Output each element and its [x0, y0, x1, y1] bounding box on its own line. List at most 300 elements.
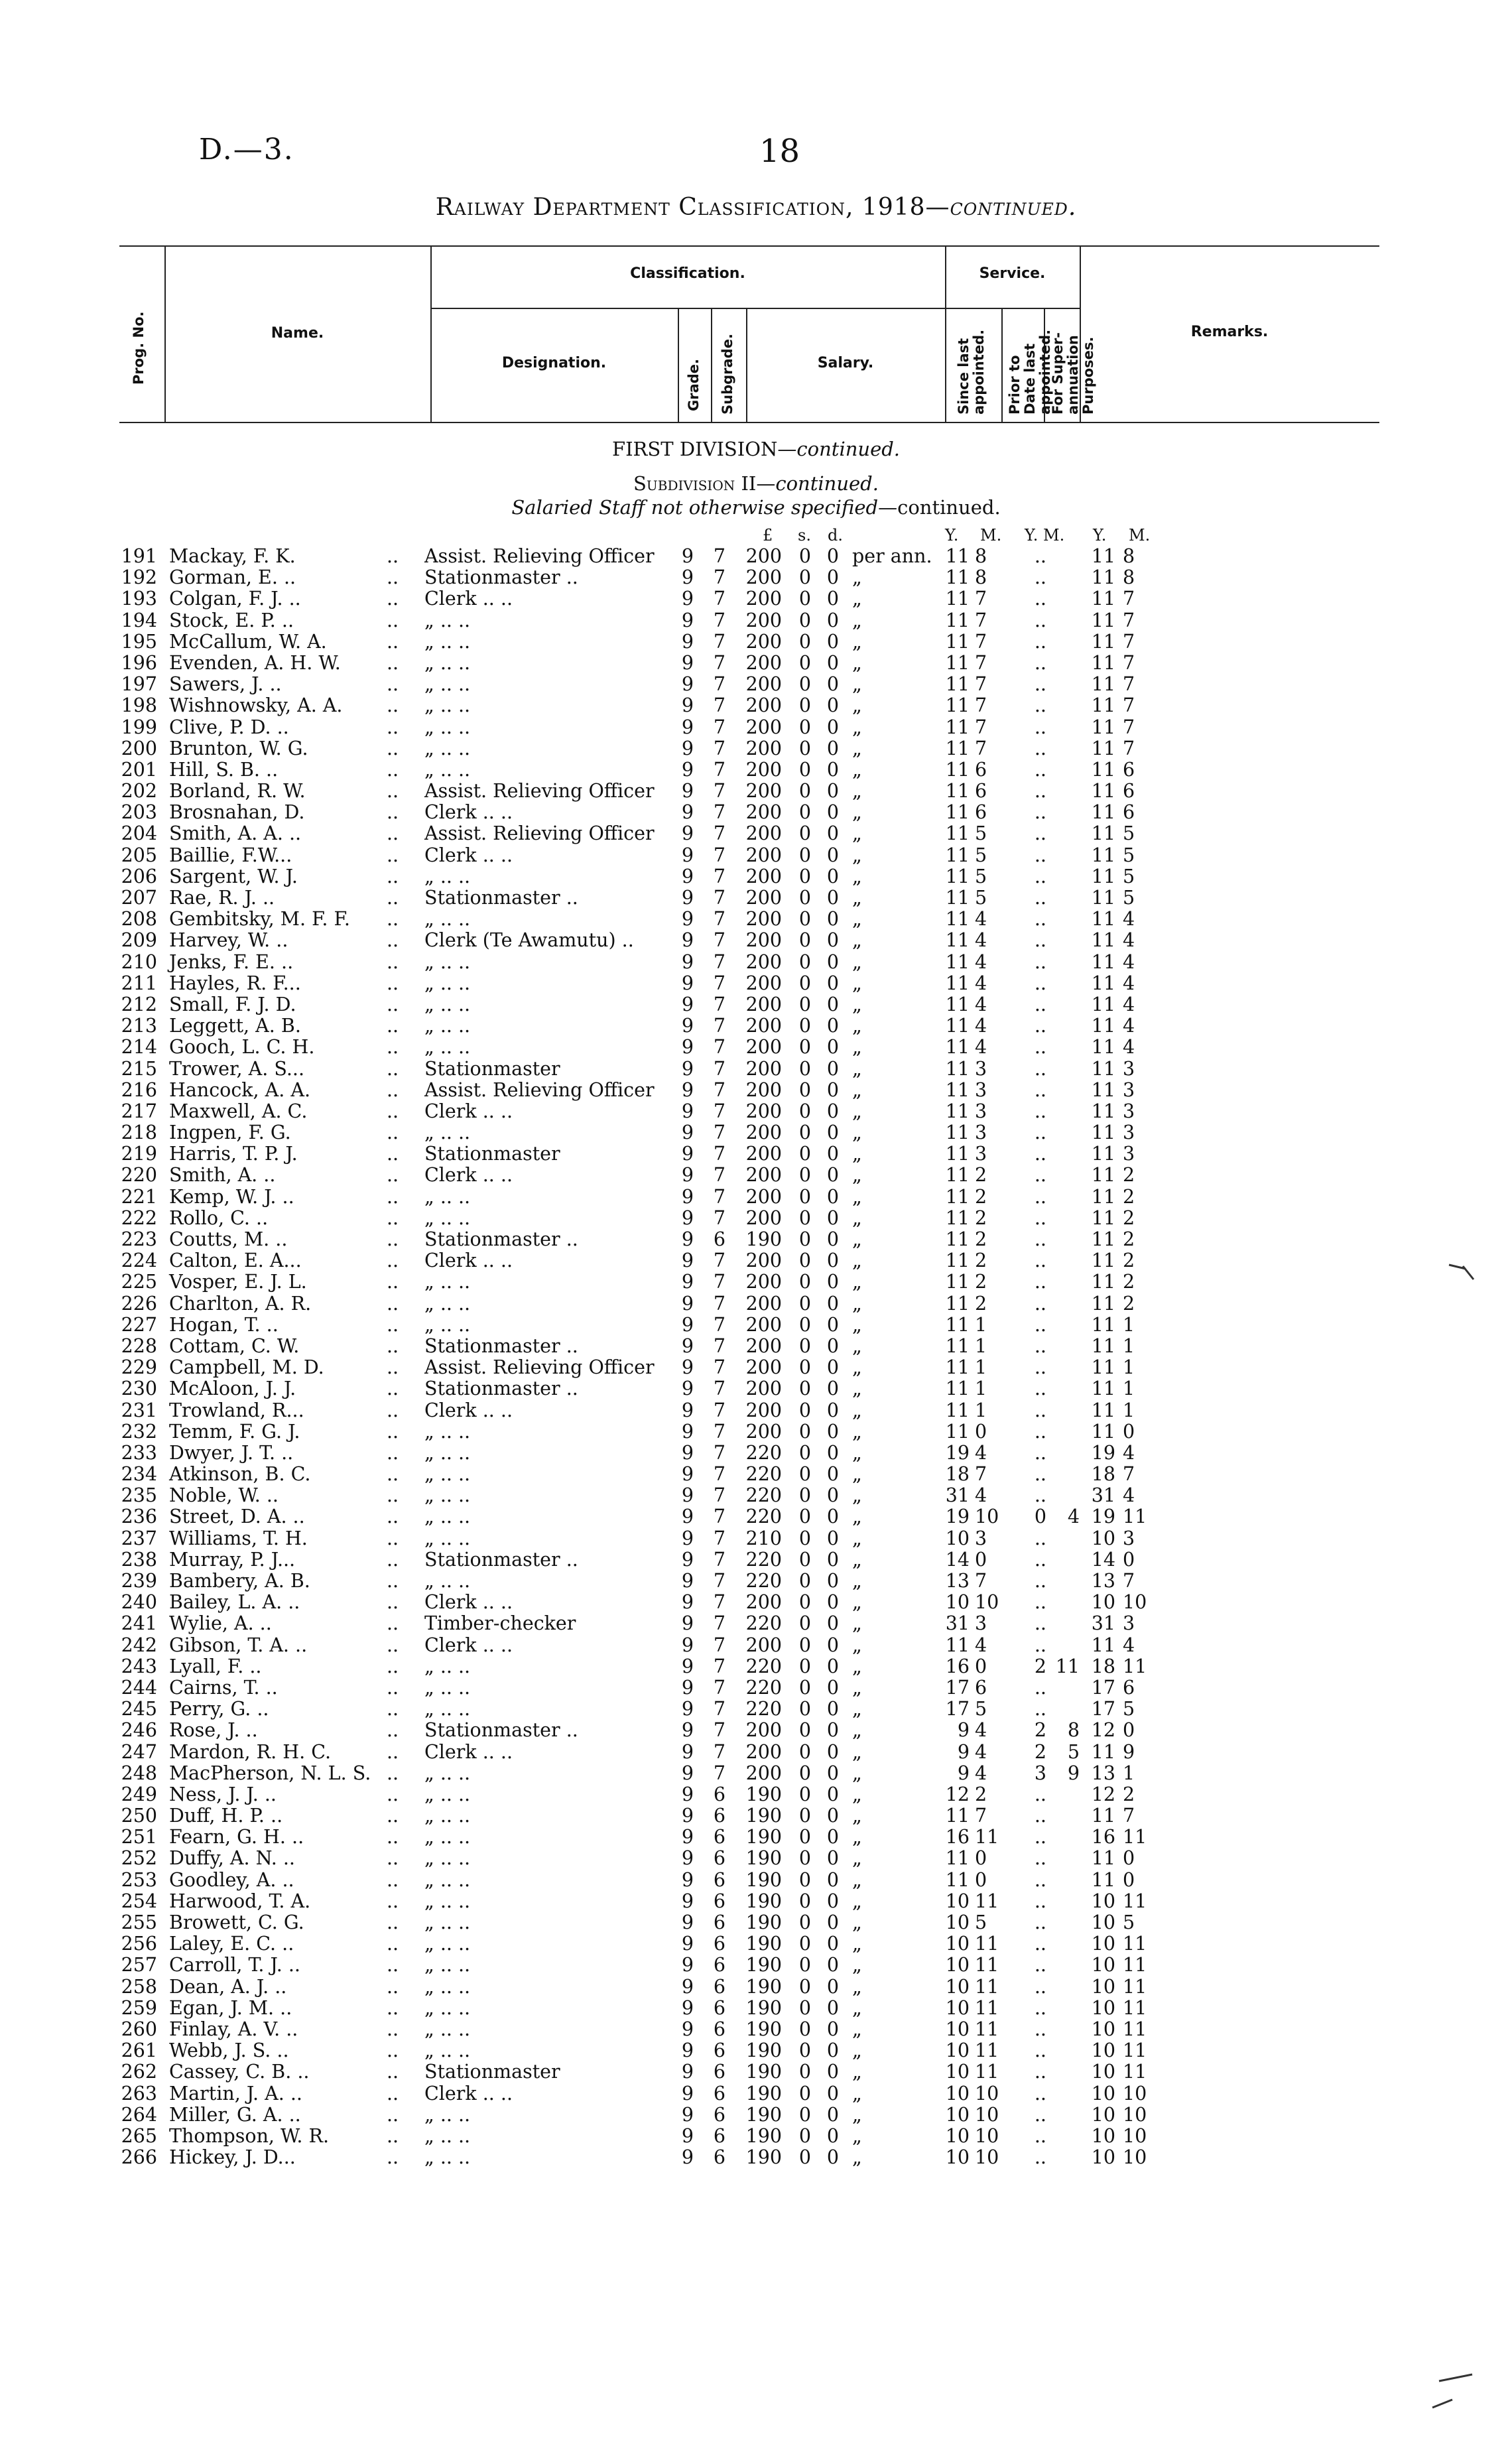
cell-designation: „ .. ..: [424, 1805, 471, 1827]
cell-salary-shillings: 0: [798, 865, 811, 887]
cell-super-years: 10: [1091, 2061, 1115, 2083]
divider-grade: [711, 308, 712, 422]
cell-since-months: 6: [975, 758, 987, 781]
cell-prog-no: 223: [121, 1228, 157, 1250]
cell-since-months: 7: [975, 651, 987, 674]
cell-leader-dots: ..: [387, 1954, 399, 1976]
cell-since-months: 10: [975, 2146, 999, 2169]
table-row: [0, 1357, 1512, 1378]
cell-since-months: 4: [975, 1634, 987, 1656]
cell-since-months: 10: [975, 1591, 999, 1614]
cell-salary-pounds: 200: [745, 1271, 782, 1293]
cell-prog-no: 254: [121, 1890, 157, 1912]
cell-salary-period: „: [852, 1676, 862, 1699]
cell-designation: „ .. ..: [424, 1783, 471, 1805]
cell-salary-pounds: 220: [745, 1570, 782, 1592]
cell-name: Colgan, F. J. ..: [169, 588, 301, 610]
cell-subgrade: 7: [713, 1591, 726, 1614]
cell-salary-pounds: 190: [745, 1890, 782, 1912]
table-row: [0, 1571, 1512, 1592]
cell-since-years: 11: [945, 801, 970, 824]
table-row: [0, 1613, 1512, 1634]
cell-prog-no: 224: [121, 1250, 157, 1272]
cell-super-years: 11: [1091, 972, 1115, 994]
cell-super-months: 3: [1123, 1612, 1135, 1635]
cell-salary-pounds: 200: [745, 1100, 782, 1122]
cell-since-months: 3: [975, 1527, 987, 1549]
cell-leader-dots: ..: [387, 2061, 399, 2083]
cell-name: MacPherson, N. L. S.: [169, 1762, 371, 1784]
cell-salary-pounds: 200: [745, 1378, 782, 1400]
cell-super-years: 19: [1091, 1441, 1115, 1464]
cell-since-months: 3: [975, 1078, 987, 1101]
cell-prior-years: ..: [1034, 2039, 1046, 2062]
cell-salary-period: „: [852, 673, 862, 696]
cell-salary-period: „: [852, 1015, 862, 1037]
cell-leader-dots: ..: [387, 1313, 399, 1336]
cell-since-years: 11: [945, 1313, 970, 1336]
cell-super-months: 6: [1123, 801, 1135, 824]
cell-salary-period: „: [852, 1719, 862, 1742]
cell-name: Harris, T. P. J.: [169, 1143, 298, 1165]
cell-salary-period: „: [852, 609, 862, 631]
cell-designation: „ .. ..: [424, 1506, 471, 1528]
staff-heading: [0, 496, 1512, 519]
cell-since-years: 11: [945, 588, 970, 610]
cell-since-months: 11: [975, 1933, 999, 1955]
cell-salary-period: „: [852, 1399, 862, 1421]
cell-designation: „ .. ..: [424, 1570, 471, 1592]
cell-name: Thompson, W. R.: [169, 2124, 329, 2147]
cell-designation: Assist. Relieving Officer: [424, 1078, 655, 1101]
cell-super-months: 4: [1123, 1036, 1135, 1059]
cell-prior-years: ..: [1034, 1826, 1046, 1848]
cell-prior-years: ..: [1034, 1122, 1046, 1144]
cell-prog-no: 205: [121, 844, 157, 866]
cell-prog-no: 200: [121, 737, 157, 759]
table-row: [0, 1506, 1512, 1527]
cell-name: Mardon, R. H. C.: [169, 1740, 332, 1763]
cell-since-months: 7: [975, 1570, 987, 1592]
cell-prog-no: 197: [121, 673, 157, 696]
cell-super-years: 19: [1091, 1506, 1115, 1528]
cell-prog-no: 207: [121, 887, 157, 909]
cell-salary-period: „: [852, 1591, 862, 1614]
table-row: [0, 781, 1512, 802]
stray-mark-1: [1446, 1257, 1479, 1283]
cell-since-years: 11: [945, 1057, 970, 1080]
cell-salary-period: „: [852, 908, 862, 931]
cell-name: Sargent, W. J.: [169, 865, 298, 887]
cell-salary-shillings: 0: [798, 1975, 811, 1998]
cell-leader-dots: ..: [387, 1271, 399, 1293]
cell-since-years: 10: [945, 1890, 970, 1912]
cell-subgrade: 7: [713, 1378, 726, 1400]
cell-super-years: 11: [1091, 566, 1115, 589]
cell-subgrade: 6: [713, 1975, 726, 1998]
cell-grade: 9: [681, 1057, 694, 1080]
cell-super-months: 3: [1123, 1527, 1135, 1549]
cell-prog-no: 201: [121, 758, 157, 781]
cell-since-months: 0: [975, 1548, 987, 1571]
cell-subgrade: 7: [713, 630, 726, 653]
table-row: [0, 1656, 1512, 1677]
cell-prog-no: 249: [121, 1783, 157, 1805]
cell-since-years: 31: [945, 1484, 970, 1507]
cell-super-years: 11: [1091, 950, 1115, 973]
cell-grade: 9: [681, 993, 694, 1015]
division-heading: [0, 438, 1512, 460]
cell-designation: Stationmaster ..: [424, 1228, 578, 1250]
cell-salary-pounds: 190: [745, 2061, 782, 2083]
cell-prior-years: ..: [1034, 1378, 1046, 1400]
cell-since-years: 13: [945, 1570, 970, 1592]
cell-salary-pounds: 200: [745, 694, 782, 717]
cell-super-months: 11: [1123, 1996, 1147, 2019]
cell-grade: 9: [681, 972, 694, 994]
cell-since-months: 11: [975, 1954, 999, 1976]
cell-salary-shillings: 0: [798, 1420, 811, 1443]
cell-super-years: 11: [1091, 1164, 1115, 1187]
cell-since-months: 4: [975, 908, 987, 931]
cell-grade: 9: [681, 1996, 694, 2019]
cell-super-months: 4: [1123, 908, 1135, 931]
cell-grade: 9: [681, 1100, 694, 1122]
cell-since-years: 10: [945, 2061, 970, 2083]
cell-salary-pence: 0: [826, 1164, 839, 1187]
cell-leader-dots: ..: [387, 1399, 399, 1421]
cell-grade: 9: [681, 1506, 694, 1528]
header-name: Name.: [271, 325, 324, 342]
cell-prior-months: 8: [1067, 1719, 1080, 1742]
cell-salary-period: „: [852, 1164, 862, 1187]
cell-salary-period: „: [852, 630, 862, 653]
cell-prog-no: 193: [121, 588, 157, 610]
cell-subgrade: 6: [713, 1954, 726, 1976]
cell-super-months: 11: [1123, 1826, 1147, 1848]
cell-prior-years: 2: [1034, 1719, 1046, 1742]
cell-salary-pounds: 200: [745, 1313, 782, 1336]
table-row: [0, 1229, 1512, 1250]
cell-salary-period: „: [852, 588, 862, 610]
cell-subgrade: 7: [713, 1484, 726, 1507]
cell-subgrade: 7: [713, 1036, 726, 1059]
table-row: [0, 1464, 1512, 1485]
cell-salary-period: „: [852, 993, 862, 1015]
cell-subgrade: 6: [713, 2103, 726, 2126]
cell-name: Murray, P. J...: [169, 1548, 296, 1571]
table-row: [0, 1101, 1512, 1122]
cell-salary-pence: 0: [826, 865, 839, 887]
cell-designation: „ .. ..: [424, 1036, 471, 1059]
cell-since-years: 31: [945, 1612, 970, 1635]
cell-super-years: 11: [1091, 673, 1115, 696]
cell-salary-shillings: 0: [798, 716, 811, 738]
cell-leader-dots: ..: [387, 1420, 399, 1443]
cell-salary-pence: 0: [826, 1015, 839, 1037]
cell-leader-dots: ..: [387, 1591, 399, 1614]
cell-super-years: 11: [1091, 1143, 1115, 1165]
cell-super-years: 11: [1091, 694, 1115, 717]
cell-grade: 9: [681, 2124, 694, 2147]
cell-subgrade: 7: [713, 545, 726, 567]
cell-super-years: 10: [1091, 1975, 1115, 1998]
cell-grade: 9: [681, 2061, 694, 2083]
cell-grade: 9: [681, 1078, 694, 1101]
cell-leader-dots: ..: [387, 651, 399, 674]
cell-prior-years: ..: [1034, 716, 1046, 738]
cell-prior-years: ..: [1034, 1292, 1046, 1315]
cell-prior-years: ..: [1034, 694, 1046, 717]
cell-leader-dots: ..: [387, 1868, 399, 1891]
cell-prior-years: ..: [1034, 2061, 1046, 2083]
table-row: [0, 930, 1512, 951]
cell-salary-pence: 0: [826, 1122, 839, 1144]
table-row: [0, 1165, 1512, 1186]
table-row: [0, 1037, 1512, 1058]
cell-prior-years: ..: [1034, 1271, 1046, 1293]
cell-since-months: 7: [975, 737, 987, 759]
table-row: [0, 1827, 1512, 1848]
cell-since-years: 10: [945, 2103, 970, 2126]
table-row: [0, 1443, 1512, 1464]
cell-salary-pence: 0: [826, 929, 839, 952]
table-row: [0, 2083, 1512, 2104]
cell-since-months: 2: [975, 1250, 987, 1272]
cell-prog-no: 196: [121, 651, 157, 674]
cell-grade: 9: [681, 1783, 694, 1805]
cell-salary-shillings: 0: [798, 1996, 811, 2019]
cell-prior-years: ..: [1034, 630, 1046, 653]
cell-since-years: 11: [945, 1271, 970, 1293]
cell-subgrade: 7: [713, 566, 726, 589]
cell-salary-shillings: 0: [798, 1143, 811, 1165]
cell-prior-years: ..: [1034, 609, 1046, 631]
cell-salary-pence: 0: [826, 716, 839, 738]
cell-grade: 9: [681, 1933, 694, 1955]
cell-prog-no: 252: [121, 1847, 157, 1870]
cell-super-years: 11: [1091, 908, 1115, 931]
cell-prior-years: ..: [1034, 1868, 1046, 1891]
cell-super-months: 3: [1123, 1078, 1135, 1101]
cell-prior-years: ..: [1034, 1527, 1046, 1549]
cell-super-years: 10: [1091, 1933, 1115, 1955]
cell-designation: „ .. ..: [424, 1890, 471, 1912]
cell-salary-shillings: 0: [798, 1826, 811, 1848]
cell-grade: 9: [681, 716, 694, 738]
cell-salary-pounds: 190: [745, 2103, 782, 2126]
cell-subgrade: 6: [713, 2146, 726, 2169]
cell-prog-no: 220: [121, 1164, 157, 1187]
cell-prog-no: 192: [121, 566, 157, 589]
cell-salary-pounds: 200: [745, 887, 782, 909]
cell-leader-dots: ..: [387, 566, 399, 589]
cell-prior-years: ..: [1034, 1313, 1046, 1336]
cell-grade: 9: [681, 1271, 694, 1293]
cell-since-years: 11: [945, 737, 970, 759]
cell-super-months: 0: [1123, 1548, 1135, 1571]
cell-salary-period: „: [852, 1868, 862, 1891]
cell-prior-years: ..: [1034, 1933, 1046, 1955]
unit-since-months: M.: [980, 526, 1002, 545]
cell-designation: „ .. ..: [424, 2018, 471, 2040]
cell-super-years: 11: [1091, 822, 1115, 845]
cell-subgrade: 7: [713, 1164, 726, 1187]
cell-super-years: 10: [1091, 1996, 1115, 2019]
cell-subgrade: 7: [713, 993, 726, 1015]
cell-subgrade: 7: [713, 1078, 726, 1101]
cell-salary-pence: 0: [826, 1548, 839, 1571]
cell-since-months: 0: [975, 1420, 987, 1443]
cell-since-months: 7: [975, 588, 987, 610]
cell-leader-dots: ..: [387, 2103, 399, 2126]
cell-salary-shillings: 0: [798, 1805, 811, 1827]
cell-prior-years: ..: [1034, 1591, 1046, 1614]
cell-grade: 9: [681, 1975, 694, 1998]
cell-super-months: 7: [1123, 630, 1135, 653]
cell-salary-pence: 0: [826, 1740, 839, 1763]
cell-leader-dots: ..: [387, 1548, 399, 1571]
cell-since-years: 11: [945, 1805, 970, 1827]
cell-since-months: 10: [975, 2082, 999, 2104]
table-row: [0, 2126, 1512, 2147]
cell-prog-no: 202: [121, 780, 157, 803]
cell-prior-years: ..: [1034, 1698, 1046, 1720]
cell-designation: „ .. ..: [424, 1954, 471, 1976]
cell-name: Harvey, W. ..: [169, 929, 288, 952]
cell-salary-period: „: [852, 2061, 862, 2083]
cell-since-years: 12: [945, 1783, 970, 1805]
cell-subgrade: 7: [713, 1206, 726, 1229]
cell-name: Finlay, A. V. ..: [169, 2018, 298, 2040]
cell-leader-dots: ..: [387, 1506, 399, 1528]
cell-salary-pence: 0: [826, 1954, 839, 1976]
cell-prior-years: ..: [1034, 2103, 1046, 2126]
cell-super-years: 17: [1091, 1676, 1115, 1699]
cell-salary-period: per ann.: [852, 545, 932, 567]
cell-leader-dots: ..: [387, 1334, 399, 1357]
cell-prior-years: ..: [1034, 566, 1046, 589]
cell-subgrade: 7: [713, 908, 726, 931]
cell-leader-dots: ..: [387, 1206, 399, 1229]
cell-salary-period: „: [852, 1634, 862, 1656]
cell-name: Cassey, C. B. ..: [169, 2061, 310, 2083]
staff-rest: —continued.: [878, 496, 1001, 519]
cell-grade: 9: [681, 1484, 694, 1507]
cell-salary-period: „: [852, 1292, 862, 1315]
cell-since-years: 11: [945, 694, 970, 717]
cell-salary-period: „: [852, 1740, 862, 1763]
cell-prog-no: 216: [121, 1078, 157, 1101]
cell-name: Trowland, R...: [169, 1399, 304, 1421]
cell-name: Browett, C. G.: [169, 1911, 304, 1933]
cell-super-years: 16: [1091, 1826, 1115, 1848]
unit-since-years: Y.: [945, 526, 959, 545]
cell-name: Gorman, E. ..: [169, 566, 296, 589]
table-row: [0, 653, 1512, 674]
cell-prior-years: ..: [1034, 1399, 1046, 1421]
staff-italic: Salaried Staff not otherwise specified: [511, 496, 879, 519]
table-row: [0, 610, 1512, 631]
cell-super-months: 11: [1123, 1506, 1147, 1528]
cell-designation: „ .. ..: [424, 651, 471, 674]
cell-name: Brunton, W. G.: [169, 737, 308, 759]
cell-designation: „ .. ..: [424, 1122, 471, 1144]
cell-name: Egan, J. M. ..: [169, 1996, 292, 2019]
cell-since-months: 1: [975, 1356, 987, 1379]
table-row: [0, 845, 1512, 866]
cell-salary-shillings: 0: [798, 588, 811, 610]
cell-salary-shillings: 0: [798, 1762, 811, 1784]
cell-salary-shillings: 0: [798, 1228, 811, 1250]
cell-subgrade: 7: [713, 1334, 726, 1357]
cell-name: Rollo, C. ..: [169, 1206, 269, 1229]
cell-since-years: 11: [945, 1399, 970, 1421]
cell-designation: Clerk (Te Awamutu) ..: [424, 929, 634, 952]
cell-salary-pence: 0: [826, 1463, 839, 1486]
cell-super-months: 11: [1123, 2039, 1147, 2062]
cell-salary-period: „: [852, 1100, 862, 1122]
cell-since-years: 19: [945, 1441, 970, 1464]
cell-super-years: 11: [1091, 1036, 1115, 1059]
cell-salary-pounds: 190: [745, 1228, 782, 1250]
cell-super-months: 4: [1123, 929, 1135, 952]
cell-designation: „ .. ..: [424, 2146, 471, 2169]
cell-salary-pence: 0: [826, 887, 839, 909]
cell-grade: 9: [681, 1463, 694, 1486]
cell-leader-dots: ..: [387, 2039, 399, 2062]
cell-leader-dots: ..: [387, 1143, 399, 1165]
cell-subgrade: 7: [713, 887, 726, 909]
cell-salary-pence: 0: [826, 1826, 839, 1848]
cell-prior-years: ..: [1034, 1975, 1046, 1998]
cell-prior-years: ..: [1034, 651, 1046, 674]
cell-salary-pounds: 200: [745, 1762, 782, 1784]
cell-prior-years: ..: [1034, 737, 1046, 759]
cell-salary-shillings: 0: [798, 1783, 811, 1805]
cell-leader-dots: ..: [387, 1805, 399, 1827]
cell-since-months: 1: [975, 1334, 987, 1357]
cell-since-months: 5: [975, 822, 987, 845]
cell-super-months: 7: [1123, 1570, 1135, 1592]
cell-prior-years: ..: [1034, 1164, 1046, 1187]
cell-since-years: 10: [945, 1975, 970, 1998]
cell-grade: 9: [681, 651, 694, 674]
cell-since-years: 9: [957, 1762, 970, 1784]
cell-salary-pence: 0: [826, 844, 839, 866]
cell-designation: „ .. ..: [424, 2103, 471, 2126]
cell-super-months: 4: [1123, 1484, 1135, 1507]
cell-salary-period: „: [852, 1826, 862, 1848]
cell-salary-pounds: 200: [745, 758, 782, 781]
cell-prog-no: 210: [121, 950, 157, 973]
cell-salary-period: „: [852, 1996, 862, 2019]
cell-grade: 9: [681, 1612, 694, 1635]
cell-name: Noble, W. ..: [169, 1484, 279, 1507]
cell-prog-no: 255: [121, 1911, 157, 1933]
cell-since-years: 11: [945, 1206, 970, 1229]
cell-prog-no: 211: [121, 972, 157, 994]
cell-salary-pence: 0: [826, 2039, 839, 2062]
cell-salary-pounds: 200: [745, 1122, 782, 1144]
cell-since-months: 7: [975, 609, 987, 631]
cell-salary-period: „: [852, 1975, 862, 1998]
cell-super-years: 11: [1091, 780, 1115, 803]
cell-salary-pence: 0: [826, 1228, 839, 1250]
cell-grade: 9: [681, 1826, 694, 1848]
cell-salary-shillings: 0: [798, 844, 811, 866]
cell-super-years: 11: [1091, 1015, 1115, 1037]
